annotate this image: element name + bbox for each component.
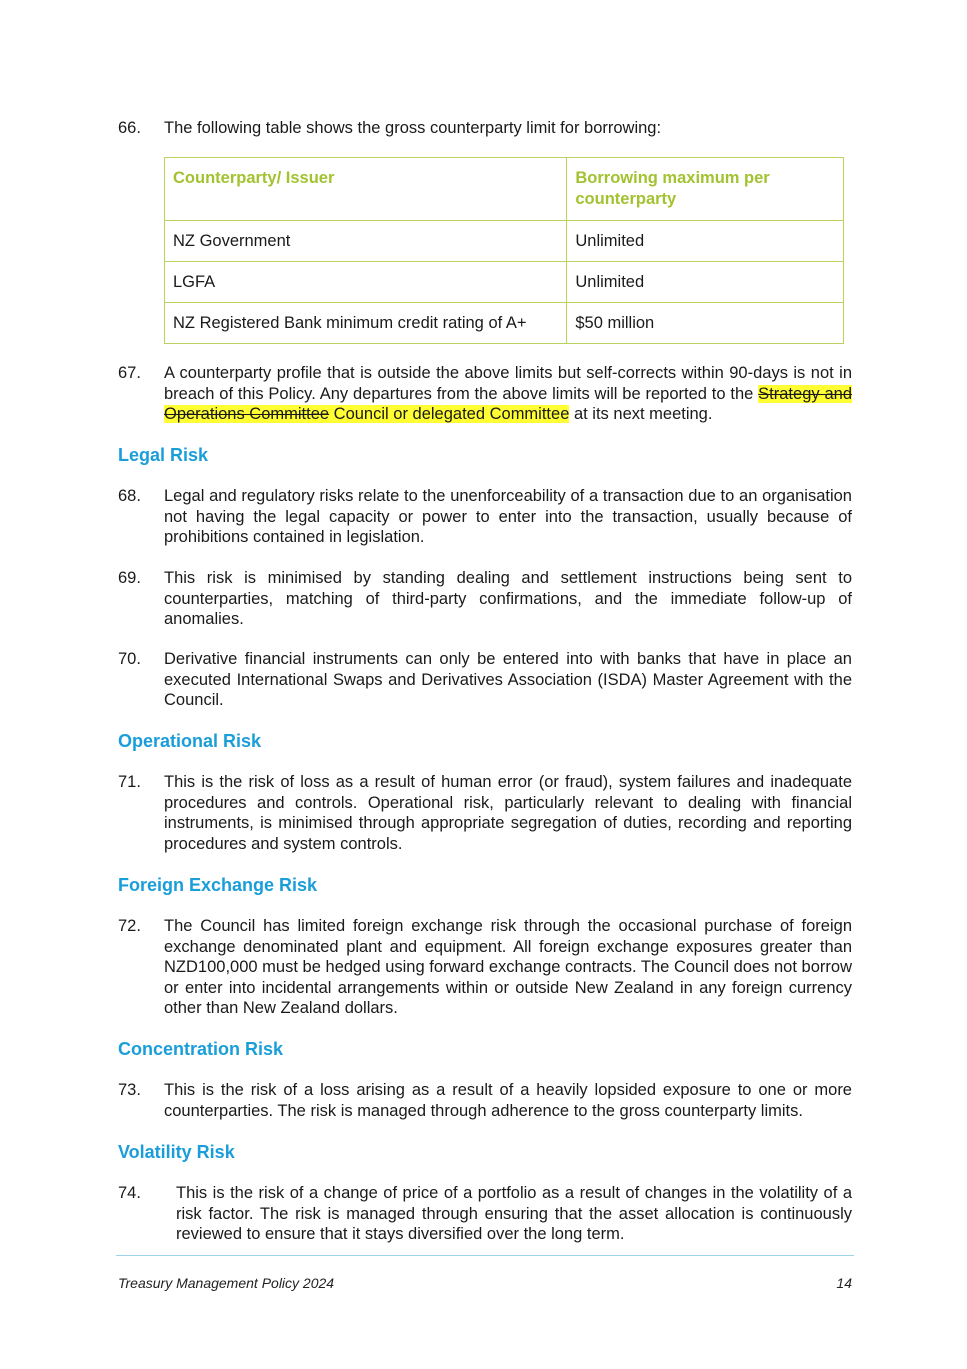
paragraph-text: The following table shows the gross counterparty limit for borrowing: [164,119,662,137]
table-cell: $50 million [567,303,844,344]
paragraph-text [164,363,852,425]
paragraph-number: 69. [118,569,141,587]
paragraph-number: 68. [118,487,141,505]
table-cell: Unlimited [567,262,844,303]
table-cell: NZ Registered Bank minimum credit rating of A+ [165,303,567,344]
table-cell: NZ Government [165,221,567,262]
paragraph-text: This risk is minimised by standing dealing and settlement instructions being sent to counterparties, matching of third-party confirmations, and the immediate follow-up of anomalies. [164,569,852,629]
table-row [165,221,844,262]
paragraph-text: This is the risk of loss as a result of human error (or fraud), system failures and inadequate procedures and controls. Operational risk, particularly relevant to dealing with financial instruments, is minimised through appropriate segregation of duties, recording and reporting procedures and system controls. [164,773,852,853]
paragraph-74 [118,1183,852,1245]
paragraph-73 [118,1080,852,1121]
paragraph-67 [118,363,852,425]
paragraph-number: 72. [118,917,141,935]
paragraph-text: Legal and regulatory risks relate to the unenforceability of a transaction due to an organisation not having the legal capacity or power to enter into the transaction, usually because of prohibitions contained in legislation. [164,487,852,547]
heading-legal-risk: Legal Risk [118,445,209,465]
paragraph-number: 67. [118,364,141,382]
paragraph-66 [118,118,852,139]
paragraph-text: This is the risk of a change of price of a portfolio as a result of changes in the volatility of a risk factor. The risk is managed through ensuring that the asset allocation is continuously reviewed to ensure that it stays diversified over the long term. [176,1184,852,1244]
paragraph-70 [118,649,852,711]
table-header-cell: Borrowing maximum per counterparty [567,158,844,221]
paragraph-number: 71. [118,773,141,791]
paragraph-text: Derivative financial instruments can only be entered into with banks that have in place an executed International Swaps and Derivatives Association (ISDA) Master Agreement with the Council. [164,650,852,710]
paragraph-text: The Council has limited foreign exchange risk through the occasional purchase of foreign exchange denominated plant and equipment. All foreign exchange exposures greater than NZD100,000 must be hedged using forward exchange contracts. The Council does not borrow or enter into incidental arrangements within or outside New Zealand in any foreign currency other than New Zealand dollars. [164,917,852,1018]
deleted-text: Strategy and Operations Committee [164,384,852,424]
heading-foreign-exchange-risk: Foreign Exchange Risk [118,875,318,895]
table-cell: LGFA [165,262,567,303]
inserted-text: Council or delegated Committee [329,405,570,424]
footer-document-title: Treasury Management Policy 2024 [118,1275,335,1291]
paragraph-number: 73. [118,1081,141,1099]
heading-concentration-risk: Concentration Risk [118,1039,284,1059]
footer-page-number: 14 [836,1275,852,1291]
table-header-cell: Counterparty/ Issuer [165,158,567,221]
paragraph-text-end: at its next meeting. [569,405,713,424]
footer-divider [116,1255,854,1256]
counterparty-limit-table [164,157,844,344]
heading-operational-risk: Operational Risk [118,731,262,751]
paragraph-number: 66. [118,119,141,137]
paragraph-text: This is the risk of a loss arising as a result of a heavily lopsided exposure to one or more counterparties. The risk is managed through adherence to the gross counterparty limits. [164,1081,852,1120]
paragraph-71 [118,772,852,854]
paragraph-72 [118,916,852,1019]
paragraph-68 [118,486,852,548]
paragraph-69 [118,568,852,630]
paragraph-number: 74. [118,1184,141,1202]
paragraph-number: 70. [118,650,141,668]
paragraph-text-start: A counterparty profile that is outside the above limits but self-corrects within 90-days is not in breach of this Policy. Any departures from the above limits will be reported to the [164,364,852,403]
table-cell: Unlimited [567,221,844,262]
heading-volatility-risk: Volatility Risk [118,1142,235,1162]
table-row [165,303,844,344]
table-header-row [165,158,844,221]
table-row [165,262,844,303]
